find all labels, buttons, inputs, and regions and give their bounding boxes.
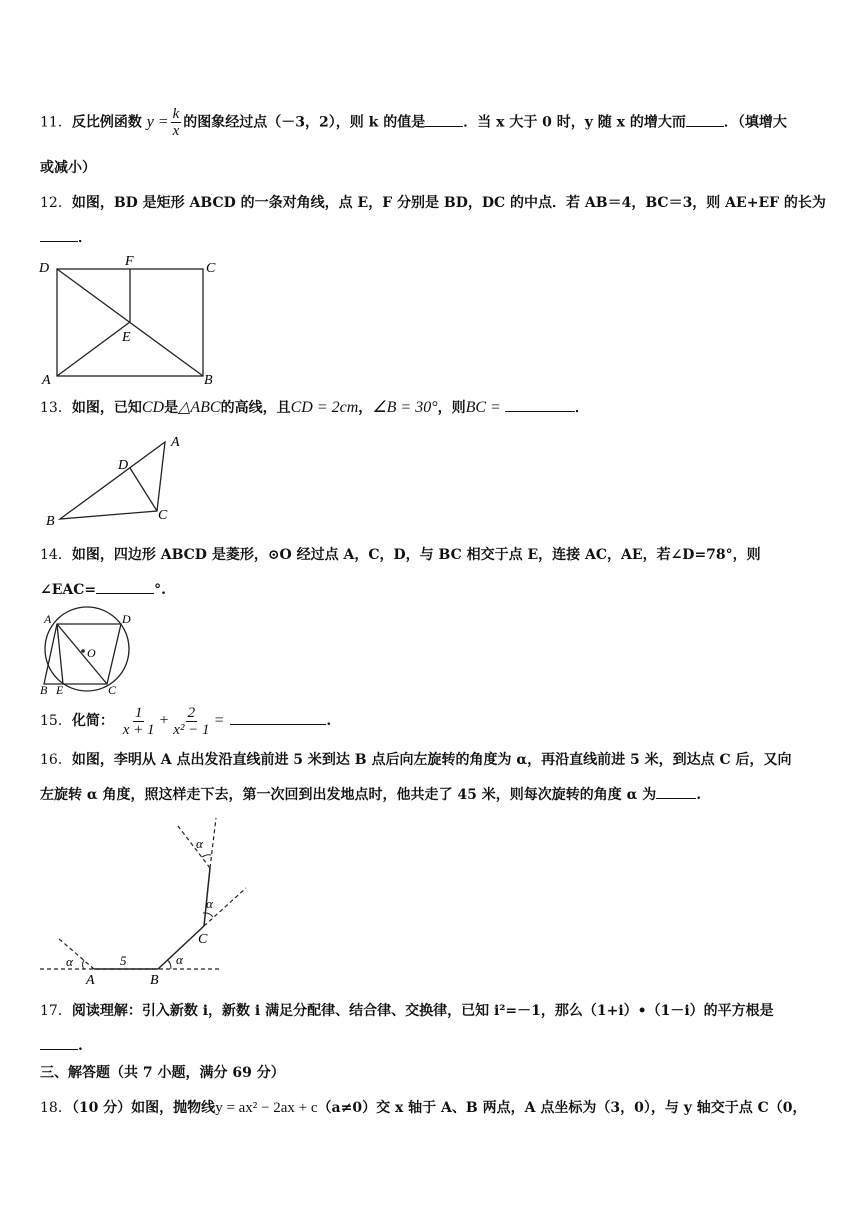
q15-frac2-num: 2 bbox=[187, 704, 196, 721]
label-f: F bbox=[125, 254, 134, 269]
q18-text-1: （10 分）如图，抛物线 bbox=[71, 1100, 216, 1116]
q15-text-1: 化简： bbox=[71, 713, 114, 729]
q12-answer-blank[interactable] bbox=[40, 229, 78, 242]
label-e: E bbox=[56, 683, 64, 696]
q16-text-2: 左旋转 α 角度，照这样走下去，第一次回到出发地点时，他共走了 45 米，则每次旋转的角度 α 为 bbox=[40, 787, 657, 803]
q13-triangle: △ABC bbox=[178, 399, 221, 416]
q11-line2: 或减小） bbox=[40, 160, 96, 176]
label-c: C bbox=[206, 261, 216, 276]
segment-ae bbox=[57, 624, 63, 684]
q17-line1 bbox=[40, 1001, 774, 1021]
q14-line1 bbox=[40, 545, 761, 565]
q15-frac1-num: 1 bbox=[134, 704, 143, 721]
q15-frac1-den: x + 1 bbox=[122, 721, 155, 738]
q16-path-figure bbox=[36, 810, 276, 986]
q16-line1 bbox=[40, 750, 792, 770]
q13-cond-1: CD = 2cm bbox=[290, 399, 359, 416]
q17-end: . bbox=[78, 1038, 83, 1054]
q18-line1 bbox=[40, 1098, 807, 1118]
label-a: A bbox=[171, 435, 180, 450]
q15-line1 bbox=[40, 704, 331, 738]
label-c: C bbox=[108, 683, 117, 696]
section-3-heading: 三、解答题（共 7 小题，满分 69 分） bbox=[40, 1065, 285, 1081]
label-d: D bbox=[39, 261, 50, 276]
q11-func-lhs: y = bbox=[146, 113, 169, 131]
q13-text-3: 的高线，且 bbox=[220, 400, 291, 416]
q15-fraction-2 bbox=[171, 705, 211, 738]
q14-end: °. bbox=[154, 582, 167, 598]
label-b: B bbox=[40, 683, 48, 696]
q11-text-1: 反比例函数 bbox=[71, 114, 142, 131]
label-b: B bbox=[150, 973, 159, 986]
label-c: C bbox=[198, 932, 208, 947]
q14-text-2: ∠EAC= bbox=[40, 582, 97, 598]
q11-answer-blank-2[interactable] bbox=[686, 114, 724, 127]
label-a: A bbox=[86, 973, 95, 986]
extension-a bbox=[58, 938, 94, 969]
altitude-cd bbox=[130, 468, 157, 511]
q18-text-2: （a≠0）交 x 轴于 A、B 两点，A 点坐标为（3，0），与 y 轴交于点 C（0， bbox=[317, 1100, 807, 1116]
q13-bc: BC = bbox=[465, 399, 501, 416]
label-d: D bbox=[118, 458, 129, 473]
turn-line-d bbox=[178, 826, 210, 868]
q18-formula: y = ax² − 2ax + c bbox=[215, 1100, 318, 1116]
q14-answer-blank[interactable] bbox=[96, 581, 154, 594]
q13-triangle-figure bbox=[40, 430, 190, 530]
q12-text-1: 如图，BD 是矩形 ABCD 的一条对角线，点 E，F 分别是 BD，DC 的中点．若 AB＝4，BC＝3，则 AE+EF 的长为 bbox=[71, 195, 826, 211]
segment-ae bbox=[57, 322, 130, 376]
q14-line2 bbox=[40, 580, 166, 600]
q17-line2 bbox=[40, 1036, 83, 1056]
segment-ac bbox=[57, 624, 107, 684]
label-c: C bbox=[158, 508, 168, 523]
q16-line2 bbox=[40, 785, 701, 805]
q11-fraction bbox=[171, 106, 182, 139]
q11-text-2: 的图象经过点（－3，2），则 k 的值是 bbox=[183, 114, 426, 131]
q12-number: 12． bbox=[40, 195, 72, 211]
q17-answer-blank[interactable] bbox=[40, 1037, 78, 1050]
label-d: D bbox=[122, 612, 131, 626]
q11-line1 bbox=[40, 106, 787, 139]
label-a: A bbox=[42, 373, 51, 386]
q15-equals: = bbox=[213, 712, 225, 729]
q13-text-2: 是 bbox=[164, 400, 179, 416]
alpha-label-b: α bbox=[176, 952, 183, 967]
q13-cd: CD bbox=[141, 399, 165, 416]
q16-end: . bbox=[696, 787, 702, 803]
label-b: B bbox=[204, 373, 213, 386]
q11-frac-num: k bbox=[172, 106, 180, 122]
q13-number: 13． bbox=[40, 400, 72, 416]
q13-sep: ， bbox=[358, 400, 373, 416]
angle-arc-b bbox=[167, 960, 171, 969]
alpha-label-a: α bbox=[66, 954, 73, 969]
q13-cond-2: ∠B = 30° bbox=[372, 399, 438, 416]
q13-text-1: 如图，已知 bbox=[71, 400, 142, 416]
q12-end: ． bbox=[78, 230, 92, 246]
q13-text-4: ，则 bbox=[437, 400, 466, 416]
q16-text-1: 如图，李明从 A 点出发沿直线前进 5 米到达 B 点后向左旋转的角度为 α，再沿直线前进 5 米，到达点 C 后，又向 bbox=[71, 752, 792, 768]
q17-text-1: 阅读理解：引入新数 i，新数 i 满足分配律、结合律、交换律，已知 i²=－1，那么（1+i）•（1－i）的平方根是 bbox=[71, 1003, 774, 1019]
q14-circle-rhombus-figure bbox=[36, 604, 146, 696]
q13-line1 bbox=[40, 398, 589, 418]
length-label: 5 bbox=[120, 953, 127, 968]
q11-text-3: ．当 x 大于 0 时，y 随 x 的增大而 bbox=[463, 114, 686, 131]
q15-number: 15． bbox=[40, 713, 72, 729]
q12-line1 bbox=[40, 193, 826, 213]
label-b: B bbox=[46, 514, 55, 529]
q13-answer-blank[interactable] bbox=[505, 399, 575, 412]
label-a: A bbox=[44, 612, 52, 626]
q17-number: 17． bbox=[40, 1003, 72, 1019]
q16-answer-blank[interactable] bbox=[656, 786, 696, 799]
alpha-label-d: α bbox=[196, 836, 203, 851]
label-e: E bbox=[122, 330, 131, 345]
q13-end: ． bbox=[574, 400, 589, 416]
q16-number: 16． bbox=[40, 752, 72, 768]
label-o: O bbox=[87, 646, 96, 660]
q11-text-4: ．（填增大 bbox=[723, 114, 787, 131]
triangle-abc bbox=[60, 442, 165, 519]
center-dot bbox=[81, 649, 85, 653]
q15-answer-blank[interactable] bbox=[230, 712, 326, 725]
angle-arc-a bbox=[83, 960, 85, 969]
extension-d bbox=[210, 818, 216, 868]
q18-number: 18． bbox=[40, 1100, 72, 1116]
alpha-label-c: α bbox=[206, 896, 213, 911]
q12-rectangle-figure bbox=[36, 254, 236, 386]
angle-arc-d bbox=[202, 855, 211, 857]
q11-number: 11． bbox=[40, 114, 72, 131]
q15-end: . bbox=[326, 713, 332, 729]
q15-plus: + bbox=[158, 712, 170, 729]
q11-frac-den: x bbox=[172, 123, 180, 139]
q14-number: 14． bbox=[40, 547, 72, 563]
q14-text-1: 如图，四边形 ABCD 是菱形，⊙O 经过点 A，C，D，与 BC 相交于点 E，连接 AC，AE，若∠D=78°，则 bbox=[71, 547, 761, 563]
q15-fraction-1 bbox=[121, 705, 157, 738]
q11-answer-blank-1[interactable] bbox=[425, 114, 463, 127]
q15-frac2-den: x² − 1 bbox=[173, 721, 210, 738]
q12-line2 bbox=[40, 228, 92, 248]
